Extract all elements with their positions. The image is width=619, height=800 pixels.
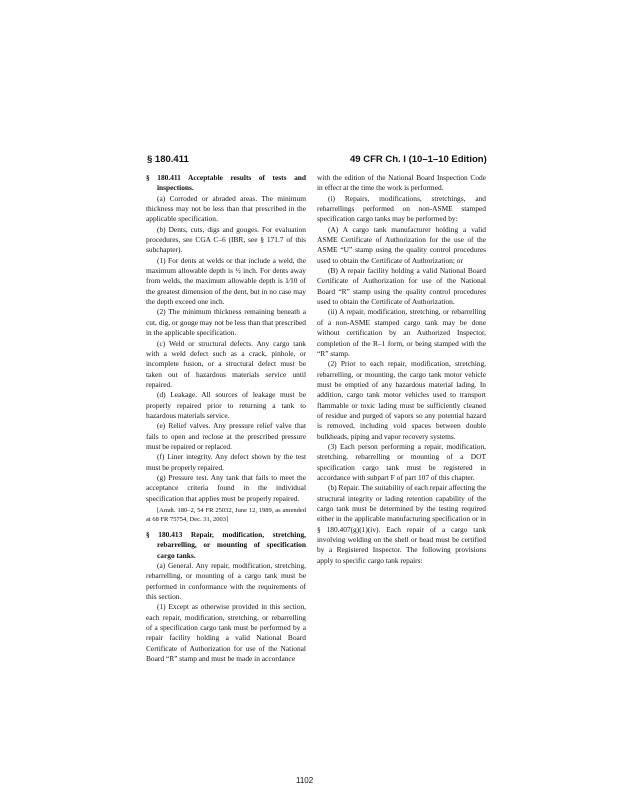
section-header: § 180.411 <box>147 154 189 165</box>
source-citation: [Amdt. 180–2, 54 FR 25032, June 12, 1989, as amended at 68 FR 75754, Dec. 31, 2003] <box>146 507 306 523</box>
paragraph: (d) Leakage. All sources of leakage must be properly repaired prior to returning a tank to hazardous materials service. <box>146 390 306 420</box>
page-number: 1102 <box>296 776 314 785</box>
paragraph: (b) Dents, cuts, digs and gouges. For evaluation procedures, see CGA C–6 (IBR, see § 171.7 of this subchapter). <box>146 224 306 255</box>
right-column <box>317 173 486 566</box>
paragraph-continued: with the edition of the National Board Inspection Code in effect at the time the work is performed. <box>317 173 486 193</box>
section-heading: § 180.411 Acceptable results of tests and inspections. <box>146 173 306 193</box>
paragraph: (a) General. Any repair, modification, stretching, rebarrelling, or mounting of a cargo tank must be performed in conformance with the requirements of this section. <box>146 561 306 602</box>
paragraph: (b) Repair. The suitability of each repair affecting the structural integrity or lading retention capability of the cargo tank must be determined by the testing required either in the applicable manufacturing specification or in § 180.407(g)(1)(iv). Each repair of a cargo tank involving welding on the shell or head must be certified by a Registered Inspector. The following provisions apply to specific cargo tank repairs: <box>317 483 486 565</box>
paragraph: (ii) A repair, modification, stretching, or rebarrelling of a non-ASME stamped cargo tank may be done without certification by an Authorized Inspector, completion of the R–1 form, or being stamped with the “R” stamp. <box>317 307 486 358</box>
paragraph: (g) Pressure test. Any tank that fails to meet the acceptance criteria found in the individual specification that applies must be properly repaired. <box>146 472 306 503</box>
paragraph: (2) The minimum thickness remaining beneath a cut, dig, or gouge may not be less than that prescribed in the applicable specification. <box>146 307 306 338</box>
left-column <box>146 173 306 664</box>
paragraph: (2) Prior to each repair, modification, stretching, rebarrelling, or mounting, the cargo tank motor vehicle must be emptied of any hazardous material lading. In addition, cargo tank motor vehicles used to transport flammable or toxic lading must be sufficiently cleaned of residue and purged of vapors so any potential hazard is removed, including void spaces between double bulkheads, piping and vapor recovery systems. <box>317 359 486 441</box>
section-heading: § 180.413 Repair, modification, stretching, rebarrelling, or mounting of specification cargo tanks. <box>146 530 306 560</box>
paragraph: (1) Except as otherwise provided in this section, each repair, modification, stretching, or rebarrelling of a specification cargo tank must be performed by a repair facility holding a valid National Board Certificate of Authorization for use of the National Board “R” stamp and must be made in accordance <box>146 602 306 664</box>
paragraph: (3) Each person performing a repair, modification, stretching, rebarrelling or mounting of a DOT specification cargo tank must be registered in accordance with subpart F of part 107 of this chapter. <box>317 441 486 482</box>
paragraph: (A) A cargo tank manufacturer holding a valid ASME Certificate of Authorization for the use of the ASME “U” stamp using the quality control procedures used to obtain the Certificate of Authorization; or <box>317 224 486 265</box>
volume-header: 49 CFR Ch. I (10–1–10 Edition) <box>350 154 487 165</box>
paragraph: (a) Corroded or abraded areas. The minimum thickness may not be less than that prescribed in the applicable specification. <box>146 193 306 224</box>
paragraph: (B) A repair facility holding a valid National Board Certificate of Authorization for use of the National Board “R” stamp using the quality control procedures used to obtain the Certificate of Authorization. <box>317 266 486 307</box>
paragraph: (c) Weld or structural defects. Any cargo tank with a weld defect such as a crack, pinhole, or incomplete fusion, or a structural defect must be taken out of hazardous materials service until repaired. <box>146 338 306 389</box>
paragraph: (1) For dents at welds or that include a weld, the maximum allowable depth is ½ inch. For dents away from welds, the maximum allowable depth is 1⁄10 of the greatest dimension of the dent, but in no case may the depth exceed one inch. <box>146 255 306 307</box>
paragraph: (e) Relief valves. Any pressure relief valve that fails to open and reclose at the prescribed pressure must be repaired or replaced. <box>146 421 306 451</box>
paragraph: (i) Repairs, modifications, stretchings, and rebarrellings performed on non-ASME stamped specification cargo tanks may be performed by: <box>317 193 486 224</box>
paragraph: (f) Liner integrity. Any defect shown by the test must be properly repaired. <box>146 452 306 472</box>
